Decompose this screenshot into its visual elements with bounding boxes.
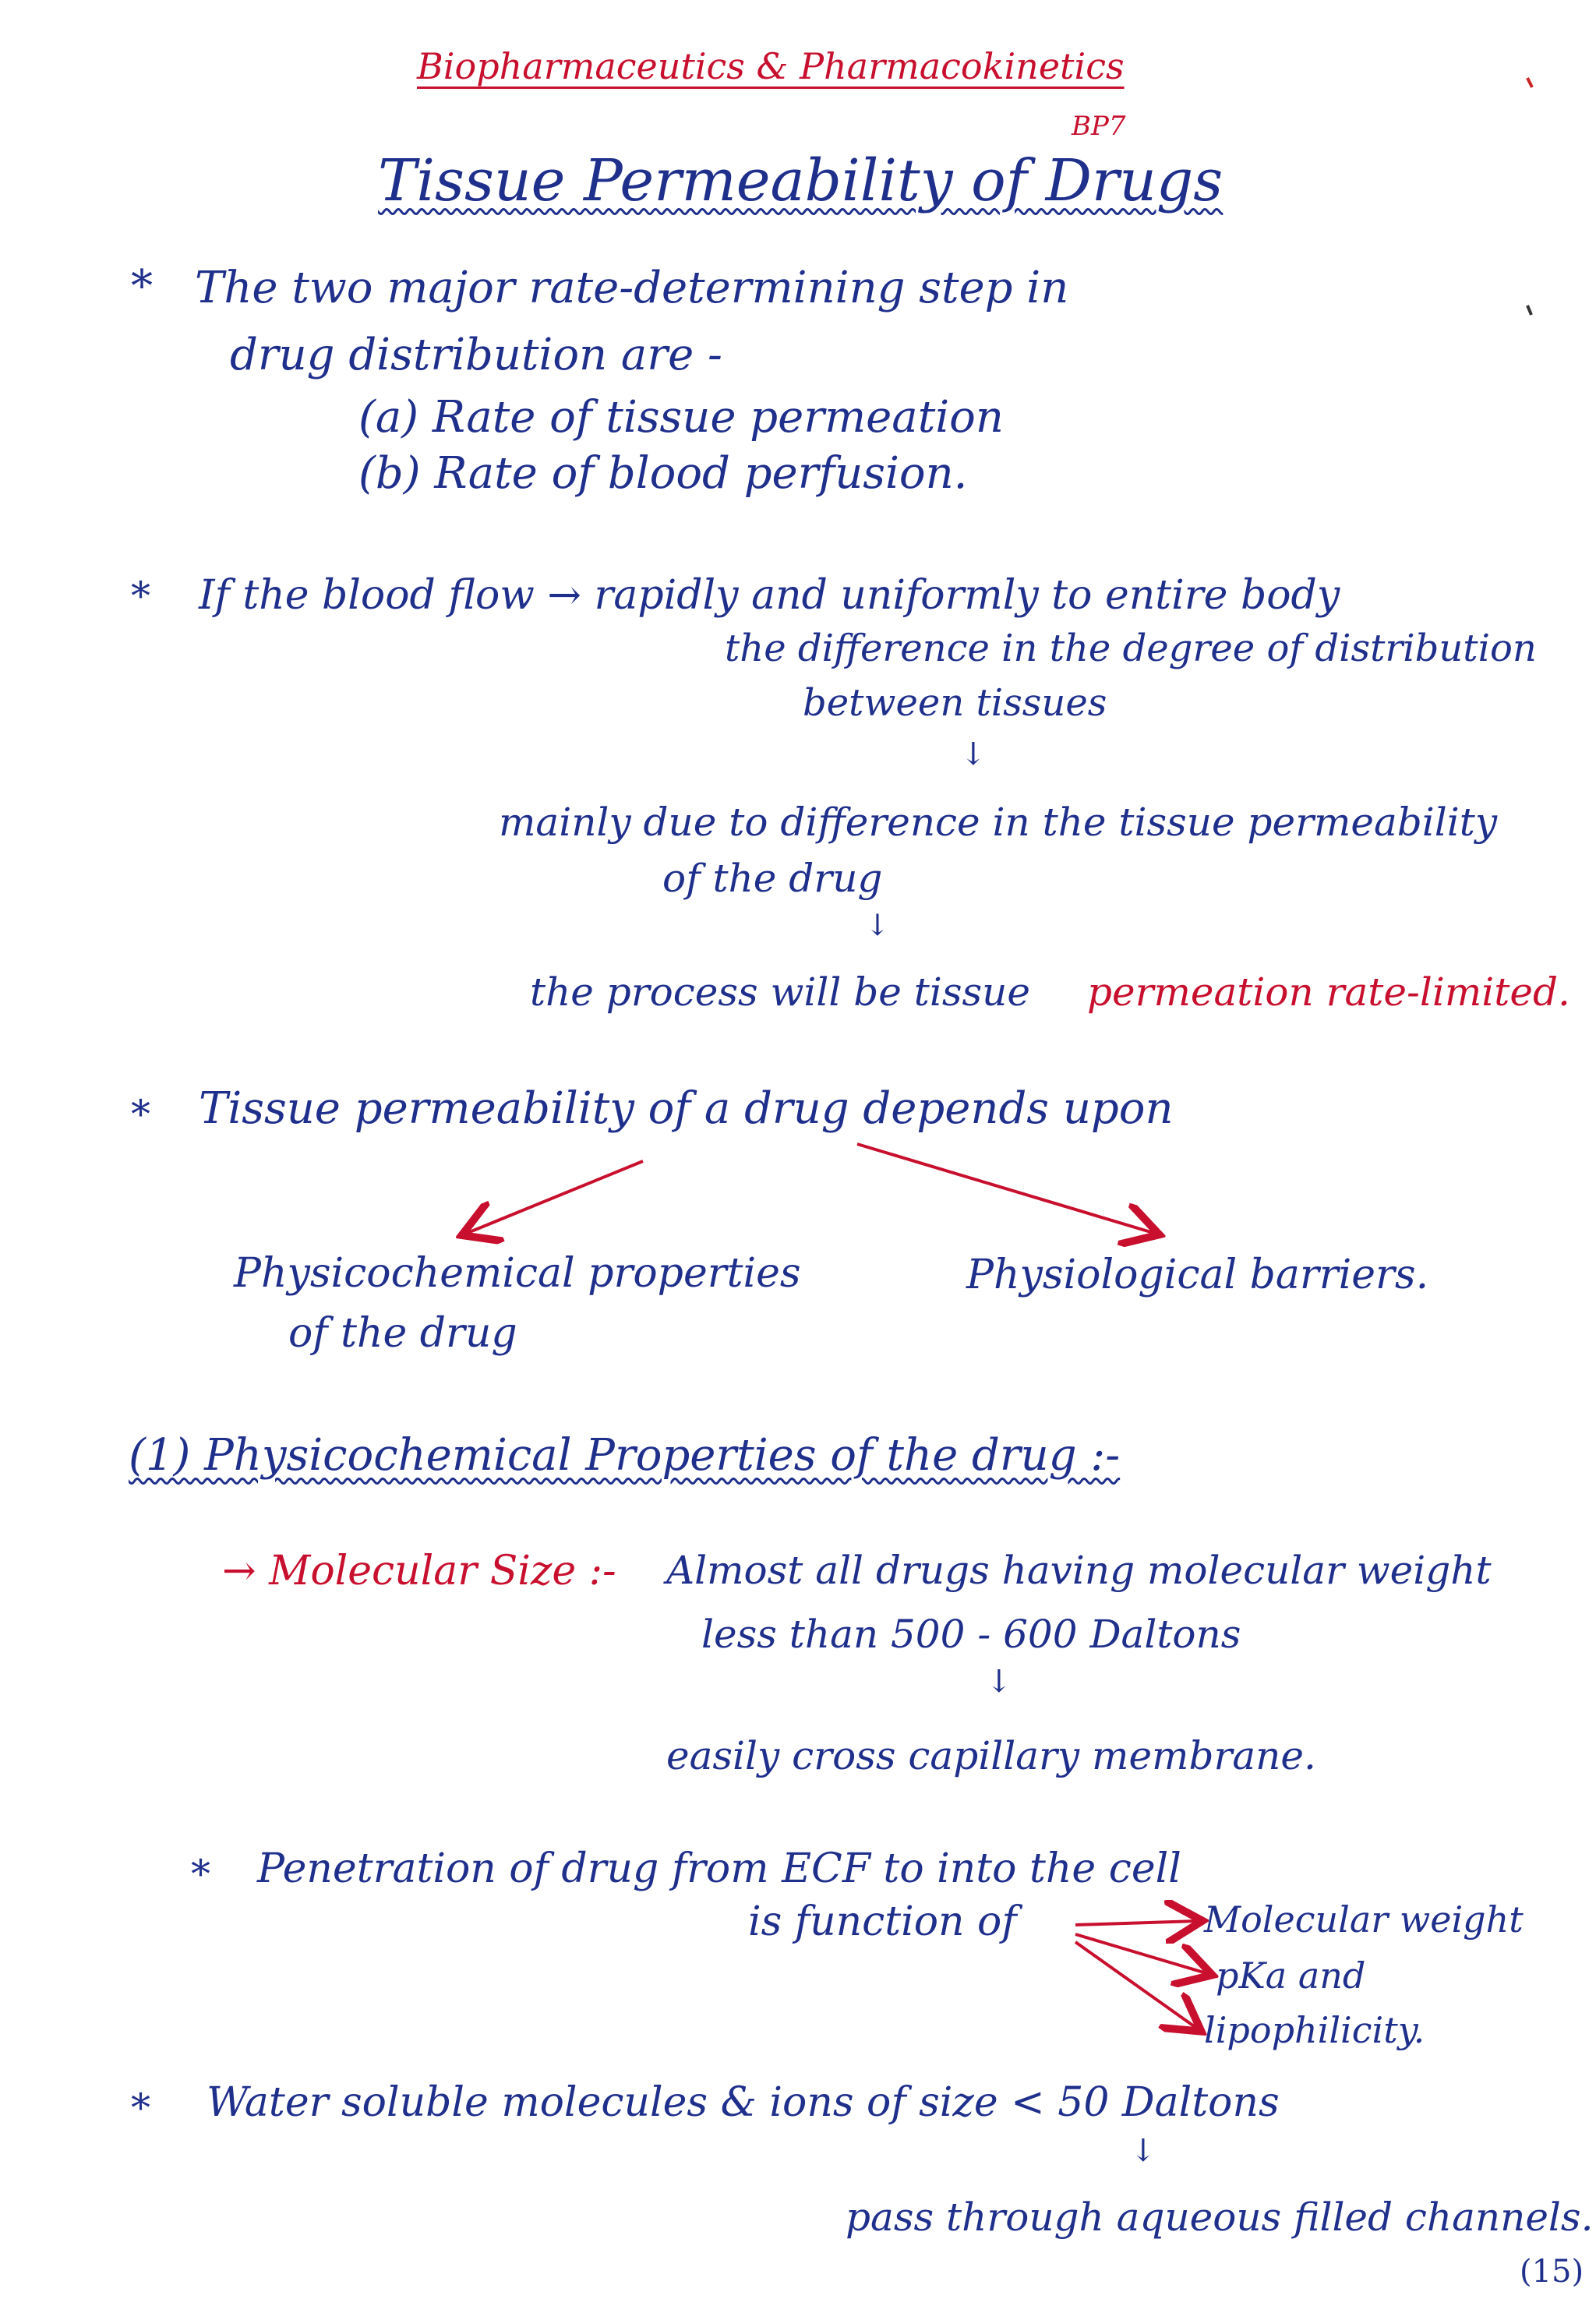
factor-lipophilicity: lipophilicity.: [1204, 2009, 1425, 2051]
intro-item-a: (a) Rate of tissue permeation: [358, 392, 1004, 443]
blood-flow-line6-prefix: the process will be tissue: [530, 969, 1030, 1015]
split-arrow-left: [468, 1161, 643, 1233]
water-line1: Water soluble molecules & ions of size < 50 Daltons: [207, 2079, 1280, 2126]
corner-mark-top: [1527, 78, 1532, 87]
factor-pka: pKa and: [1216, 1955, 1366, 1997]
blood-flow-bullet: *: [131, 574, 150, 619]
molecular-size-line1: Almost all drugs having molecular weight: [666, 1548, 1492, 1593]
factor-molecular-weight: Molecular weight: [1204, 1898, 1524, 1940]
page-number: (15): [1520, 2254, 1584, 2290]
water-bullet: *: [131, 2085, 150, 2131]
blood-flow-line6-emph: permeation rate-limited.: [1087, 969, 1570, 1015]
blood-flow-line3: between tissues: [803, 681, 1107, 725]
depends-left-line2: of the drug: [288, 1310, 517, 1357]
down-arrow-4: ↓: [1130, 2133, 1156, 2169]
blood-flow-line5: of the drug: [662, 856, 883, 901]
split-arrow-right: [857, 1144, 1153, 1233]
section1-heading: (1) Physicochemical Properties of the drug :-: [129, 1430, 1121, 1481]
blood-flow-line2: the difference in the degree of distribution: [725, 627, 1537, 670]
molecular-size-line3: easily cross capillary membrane.: [666, 1733, 1316, 1778]
water-line2: pass through aqueous filled channels.: [846, 2195, 1594, 2240]
corner-tag: BP7: [1072, 111, 1126, 142]
intro-bullet: *: [131, 261, 153, 312]
molecular-size-line2: less than 500 - 600 Daltons: [701, 1612, 1241, 1657]
blood-flow-line1: If the blood flow → rapidly and uniformly to entire body: [199, 572, 1340, 619]
factor-arrow-1: [1075, 1921, 1196, 1925]
subject-header: Biopharmaceutics & Pharmacokinetics: [417, 45, 1125, 87]
molecular-size-label: → Molecular Size :-: [222, 1548, 616, 1594]
intro-item-b: (b) Rate of blood perfusion.: [358, 448, 968, 499]
down-arrow-1: ↓: [960, 736, 987, 772]
down-arrow-3: ↓: [986, 1664, 1012, 1700]
intro-line1: The two major rate-determining step in: [195, 263, 1069, 313]
penetration-line2: is function of: [748, 1898, 1017, 1945]
penetration-line1: Penetration of drug from ECF to into the cell: [257, 1845, 1181, 1892]
depends-bullet: *: [131, 1092, 150, 1137]
down-arrow-2: ↓: [865, 908, 890, 942]
intro-line2: drug distribution are -: [230, 330, 722, 380]
factor-arrow-2: [1075, 1934, 1206, 1973]
depends-left-line1: Physicochemical properties: [234, 1250, 801, 1297]
corner-mark-right: [1527, 305, 1531, 315]
depends-text: Tissue permeability of a drug depends upon: [199, 1083, 1174, 1134]
penetration-bullet: *: [191, 1852, 210, 1897]
depends-right: Physiological barriers.: [966, 1252, 1429, 1298]
blood-flow-line4: mainly due to difference in the tissue permeability: [499, 800, 1498, 845]
page-title: Tissue Permeability of Drugs: [378, 147, 1223, 214]
factor-arrow-3: [1075, 1942, 1196, 2028]
